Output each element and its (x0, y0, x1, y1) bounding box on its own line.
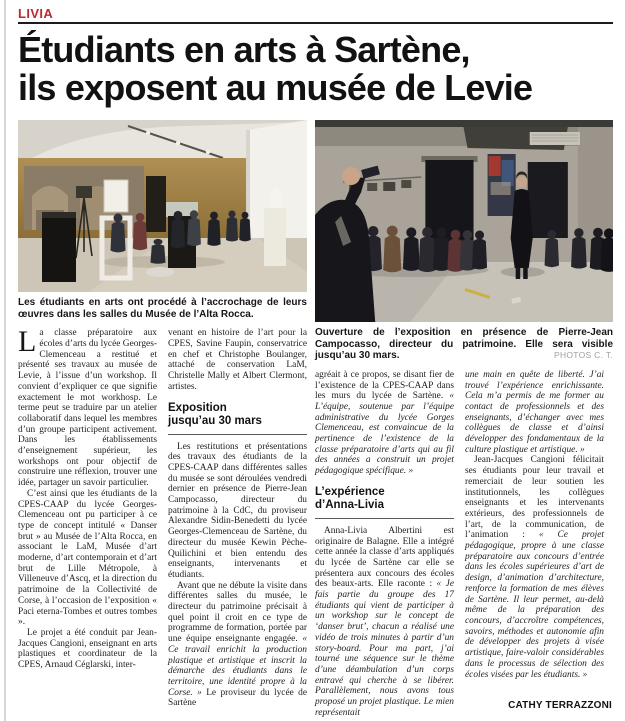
paragraph: C’est ainsi que les étudiants de la CPES-CAAP du lycée Georges-Clemenceau ont pu participer à ce type de concept intitulé « Danser brut » au Musée de l’Alta Rocca, en associant le LaM, Musée d’art moderne, d’art contemporain et d’art brut de Lille Métropole, à Villeneuve d’Ascq, et la direction du patrimoine de la Collectivité de Corse, à l’occasion de l’exposition « Paci eterna-Tombes et outres tombes ». (18, 488, 157, 628)
headline-line-2: ils exposent au musée de Levie (18, 67, 533, 109)
black-pedestal-left (42, 212, 76, 282)
subhead-exposition: Exposition jusqu’au 30 mars (168, 401, 262, 427)
museum-install-photo-graphic (18, 120, 307, 292)
quote-text: une main en quête de liberté. J’ai trouvé l’expérience enrichissante. Cela m’a permis de me former au contact de professionnels et des enseignants, d’échanger avec mes collègues de classe et d’ainsi développer des fondamentaux de la culture plastique et artistique. » (465, 369, 604, 455)
left-half (18, 120, 307, 718)
cloth-on-floor (146, 267, 174, 277)
exhibition-opening-photo-graphic (315, 120, 613, 322)
quote-text: « Je fais partie du groupe des 17 étudiants qui vient de participer à un workshop sur le concept de ‘danser brut’, chacun a réalisé une vidéo de trois minutes à partir d’un story-board. Pour ma part, j’ai tourné une séquence sur le thème d’une déambulation d’un corps entravé qui cherche à se libérer. Parallèlement, nous avons tous proposé un projet plastique. Le mien représentait (315, 579, 454, 718)
photo-caption-left-text: Les étudiants en arts ont procédé à l’accrochage de leurs œuvres dans les salles du Musée de l’Alta Rocca. (18, 297, 307, 320)
columns-left (18, 325, 307, 709)
air-vent (530, 132, 580, 145)
byline: CATHY TERRAZZONI (498, 700, 612, 711)
article-column-2 (168, 328, 307, 709)
subhead-rule (168, 434, 307, 435)
doorway (146, 176, 166, 232)
quote-text: « Ce projet pédagogique, propre à une classe préparatoire aux concours d’entrée dans les écoles supérieures d’art de design, d’animation d’architecture, renforce la formation de mes élèves de Sartène. Il leur permet, au-delà même de la préparation des concours, d’accroître compétences, savoirs, méthodes et autonomie afin de développer des projets à visée artistique, faire-valoir considérables dans le processus de sélection des écoles visées par les étudiants. » (465, 530, 604, 680)
article-column-4 (465, 370, 604, 719)
kicker-rule (18, 22, 613, 24)
paragraph: agréait à ce propos, se disant fier de l’existence de la CPES-CAAP dans les murs du lycée de Sartène. « L’équipe, soutenue par l’équipe administrative du lycée Gorges Clemenceau, est convaincue de la pertinence de l’existence de la classe préparatoire d’arts qui au fil des années a construit un projet pédagogique spécifique. » (315, 369, 454, 477)
paragraph: venant en histoire de l’art pour la CPES, Savine Faupin, conservatrice en chef et Christophe Boulanger, attaché de conservation LaM, Christelle Mally et Albert Clermont, artistes. (168, 328, 307, 392)
paragraph: Les restitutions et présentations des travaux des étudiants de la CPES-CAAP dans différentes salles du musée se sont déroulées vendredi dernier en présence de Pierre-Jean Campocasso, directeur du patrimoine à la CdC, du proviseur Alexandre Sidin-Benedetti du lycée Georges-Clemenceau de Sartène, du directeur du musée Kewin Pèche-Quilichini et bien entendu des enseignants, intervenants et étudiants. (168, 441, 307, 580)
quote-text: « L’équipe, soutenue par l’équipe administrative du lycée Gorges Clemenceau, est convaincue de la pertinence de l’existence de la classe préparatoire d’arts qui au fil des années a construit un projet pédagogique spécifique. » (315, 391, 454, 477)
paragraph: Le projet a été conduit par Jean-Jacques Cangioni, enseignant en arts plastiques et coordinateur de la CPES, Arnaud Céglarski, inter- (18, 628, 157, 671)
paragraph: Jean-Jacques Cangioni félicitait ses étudiants pour leur travail et remerciait de leur soutien les institutionnels, les collègues enseignants et les intervenants extérieurs, des professionnels de l’art, de la communication, de l’animation : « Ce projet pédagogique, propre à une classe préparatoire aux concours d’entrée dans les écoles supérieures d’art de design, d’animation d’architecture, renforce la formation de mes élèves de Sartène. Il leur permet, au-delà même de la préparation des concours, d’accroître compétences, savoirs, méthodes et autonomie afin de développer des projets à visée artistique, faire-valoir considérables dans le processus de sélection des écoles visées par les étudiants. » (465, 455, 604, 680)
white-panel (104, 180, 128, 212)
headline-line-1: Étudiants en arts à Sartène, (18, 29, 470, 70)
paragraph (18, 325, 157, 489)
right-half (315, 120, 613, 718)
paragraph (465, 370, 604, 456)
page-left-rule (4, 0, 6, 721)
article-column-1 (18, 325, 157, 709)
doorway-right (528, 162, 568, 238)
photos-and-body (18, 120, 613, 718)
photo-caption-right (315, 327, 613, 362)
article-content (18, 6, 613, 719)
drop-cap: L (18, 325, 37, 359)
article-column-3 (315, 370, 454, 719)
quote-text: « Ce travail enrichit la production plastique et artistique et inscrit la démarche des étudiants dans le territoire, une identité propre à la Corse. » (168, 634, 307, 698)
headline (18, 31, 613, 107)
subhead-rule (315, 518, 454, 519)
photo-caption-left (18, 297, 307, 320)
photo-caption-right-text: Ouverture de l’exposition en présence de Pierre-Jean Campocasso, directeur du patrimoine. Elle sera visible jusqu’au 30 mars. (315, 327, 613, 362)
paragraph: Anna-Livia Albertini est originaire de Balagne. Elle a intégré cette année la classe d’arts appliqués du lycée de Sartène car elle se présentera aux concours des écoles des beaux-arts. Elle raconte : « Je fais partie du groupe des 17 étudiants qui vient de participer à un workshop sur le concept de ‘danser brut’, chacun a réalisé une vidéo de trois minutes à partir d’un story-board. Pour ma part, j’ai tourné une séquence sur le thème d’une déambulation d’un corps entravé qui cherche à se libérer. Parallèlement, nous avons tous proposé un projet plastique. Le mien représentait (315, 525, 454, 718)
photo-exhibition-opening (315, 120, 613, 322)
section-kicker: LIVIA (18, 6, 54, 21)
paragraph: Avant que ne débute la visite dans différentes salles du musée, le directeur du patrimoine précisait à quel point il croit en ce type de programme de formation, portée par une équipe enseignante engagée. « Ce travail enrichit la production plastique et artistique et inscrit la démarche des étudiants dans le territoire, une identité propre à la Corse. » Le proviseur du lycée de Sartène (168, 580, 307, 709)
paragraph-text: a classe préparatoire aux écoles d’arts du lycée Georges-Clemenceau a restitué et présenté ses travaux au musée de Levie, à l’issue d’un workshop. Il convient d’expliquer ce que signifie exactement le mot workhosp. Le terme peut se traduire par un atelier collaboratif dans lequel les membres d’un groupe participent activement. Dans les établissements d’enseignement supérieur, les workshops ont pour objectif de construire une réflexion, trouver une idée, partager un savoir particulier. (18, 328, 157, 489)
columns-right (315, 370, 613, 719)
photo-credit: PHOTOS C. T. (553, 350, 613, 361)
photo-museum-install (18, 120, 307, 292)
exhibition-poster (488, 154, 516, 216)
subhead-experience: L’expérience d’Anna-Livia (315, 485, 385, 511)
